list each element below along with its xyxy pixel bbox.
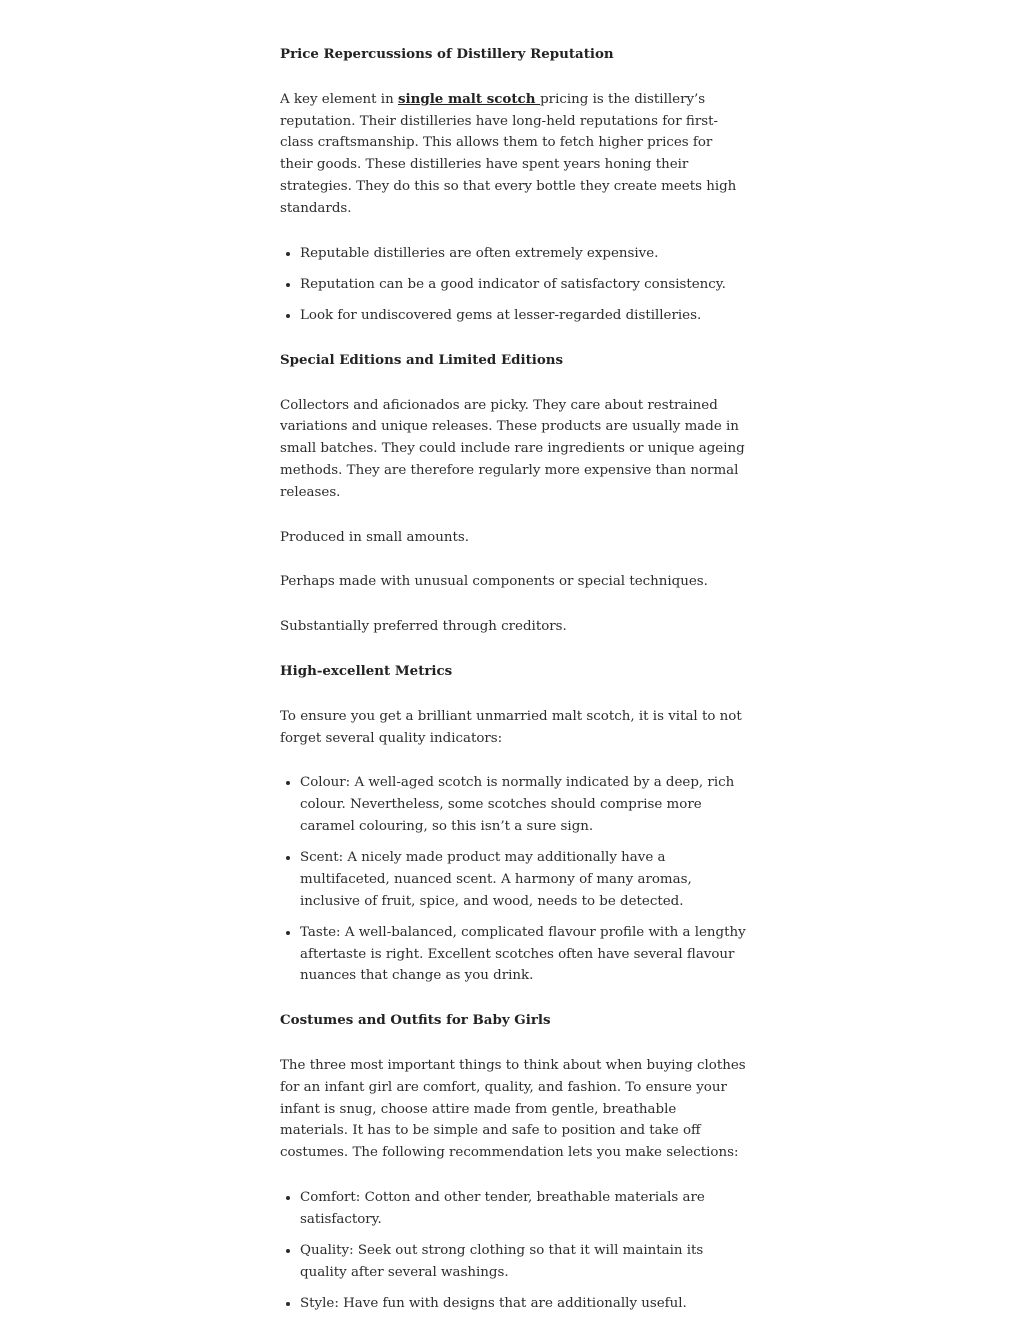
list-item: • Scent: A nicely made product may additionally have a multifaceted, nuanced scent. A harmony of many aromas, inclusive of fruit, spice, and wood, needs to be detected. bbox=[300, 847, 746, 912]
section-heading: Special Editions and Limited Editions bbox=[280, 351, 564, 368]
list-item: • Style: Have fun with designs that are additionally useful. bbox=[300, 1293, 746, 1315]
bullet-list bbox=[280, 772, 746, 987]
section-heading: Costumes and Outfits for Baby Girls bbox=[280, 1012, 551, 1029]
bullet-list bbox=[280, 243, 746, 327]
paragraph: Produced in small amounts. bbox=[280, 529, 469, 545]
paragraph bbox=[280, 89, 746, 220]
bullet-list bbox=[280, 1187, 746, 1315]
paragraph: Perhaps made with unusual components or special techniques. bbox=[280, 574, 708, 590]
paragraph-text: A key element in bbox=[280, 91, 398, 107]
list-item: • Reputation can be a good indicator of satisfactory consistency. bbox=[300, 274, 746, 296]
paragraph-text: pricing is the distillery’s reputation. Their distilleries have long-held reputations for first-class craftsmanship. This allows them to fetch higher prices for their goods. These distilleries have spent years honing their strategies. They do this so that every bottle they create meets high standards. bbox=[280, 91, 737, 216]
article-body bbox=[280, 44, 746, 1338]
paragraph: The three most important things to think about when buying clothes for an infant girl are comfort, quality, and fashion. To ensure your infant is snug, choose attire made from gentle, breathable materials. It has to be simple and safe to position and take off costumes. The following recommendation lets you make selections: bbox=[280, 1058, 746, 1161]
list-item: • Quality: Seek out strong clothing so that it will maintain its quality after several washings. bbox=[300, 1240, 746, 1284]
paragraph: Collectors and aficionados are picky. They care about restrained variations and unique releases. These products are usually made in small batches. They could include rare ingredients or unique ageing methods. They are therefore regularly more expensive than normal releases. bbox=[280, 397, 745, 500]
section-heading: High-excellent Metrics bbox=[280, 662, 453, 679]
list-item: • Comfort: Cotton and other tender, breathable materials are satisfactory. bbox=[300, 1187, 746, 1231]
list-item: • Colour: A well-aged scotch is normally indicated by a deep, rich colour. Nevertheless, some scotches should comprise more caramel colouring, so this isn’t a sure sign. bbox=[300, 772, 746, 837]
list-item: • Look for undiscovered gems at lesser-regarded distilleries. bbox=[300, 305, 746, 327]
paragraph: To ensure you get a brilliant unmarried malt scotch, it is vital to not forget several quality indicators: bbox=[280, 708, 742, 746]
list-item: • Reputable distilleries are often extremely expensive. bbox=[300, 243, 746, 265]
list-item: • Taste: A well-balanced, complicated flavour profile with a lengthy aftertaste is right. Excellent scotches often have several flavour nuances that change as you drink. bbox=[300, 922, 746, 987]
single-malt-scotch-link[interactable]: single malt scotch bbox=[397, 90, 541, 107]
section-heading: Price Repercussions of Distillery Reputation bbox=[280, 46, 614, 62]
paragraph: Substantially preferred through creditors. bbox=[280, 619, 567, 635]
